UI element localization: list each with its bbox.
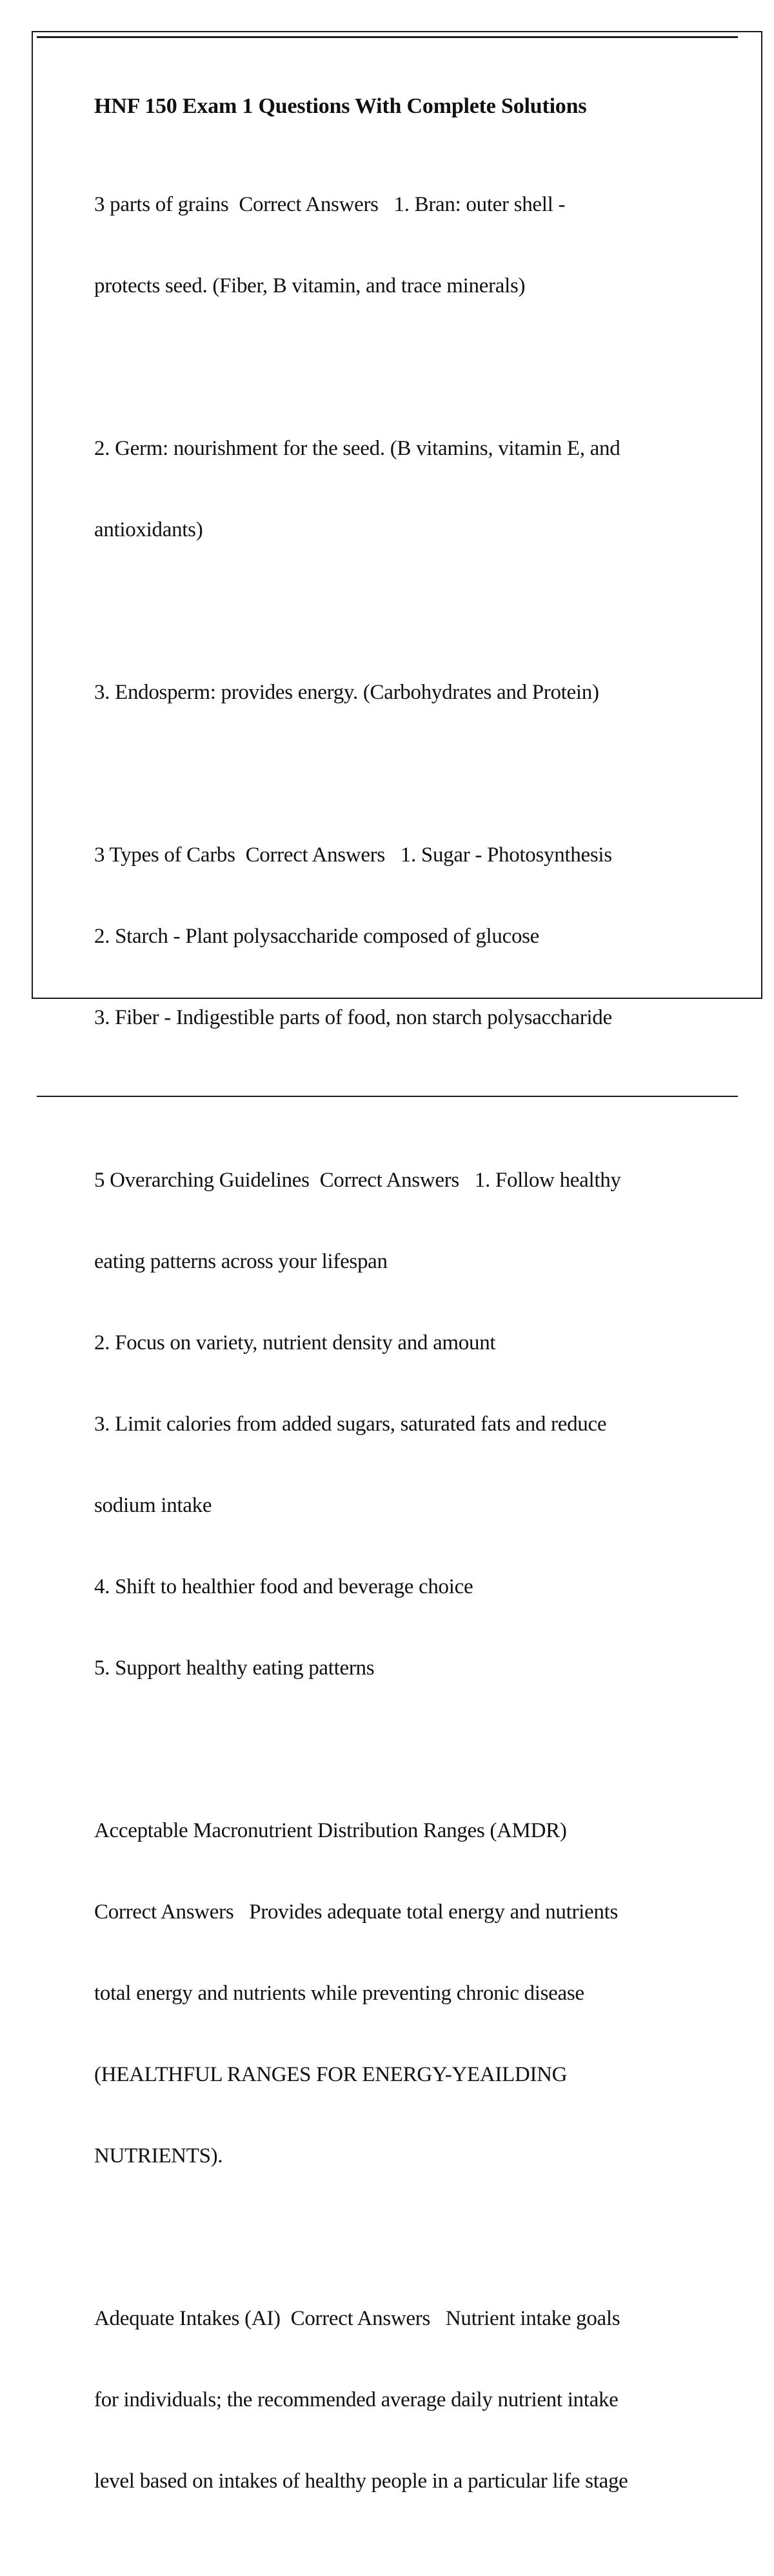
entry-line: 3 Types of Carbs Correct Answers 1. Sugar - Photosynthesis xyxy=(94,843,612,867)
qa-entry-grains-bran xyxy=(94,137,713,354)
entry-line: 5. Support healthy eating patterns xyxy=(94,1656,375,1680)
entry-line: NUTRIENTS). xyxy=(94,2144,223,2168)
qa-entry-carbs xyxy=(94,787,713,1085)
entry-line: 3 parts of grains Correct Answers 1. Bran: outer shell - xyxy=(94,193,566,216)
entry-line: 3. Endosperm: provides energy. (Carbohydrates and Protein) xyxy=(94,681,599,704)
document-body xyxy=(94,94,713,2576)
qa-entry-grains-germ xyxy=(94,381,713,598)
entry-line: Correct Answers Provides adequate total energy and nutrients xyxy=(94,1900,618,1924)
entry-line: antioxidants) xyxy=(94,518,203,541)
entry-line: level based on intakes of healthy people in a particular life stage xyxy=(94,2470,628,2493)
entry-line: 5 Overarching Guidelines Correct Answers 1. Follow healthy xyxy=(94,1169,621,1192)
entry-line: 2. Focus on variety, nutrient density and amount xyxy=(94,1331,496,1354)
entry-line: 4. Shift to healthier food and beverage choice xyxy=(94,1575,473,1598)
entry-line: sodium intake xyxy=(94,1494,212,1517)
qa-entry-grains-endosperm xyxy=(94,625,713,760)
entry-line: protects seed. (Fiber, B vitamin, and trace minerals) xyxy=(94,274,526,297)
entry-line: eating patterns across your lifespan xyxy=(94,1250,388,1273)
qa-entry-guidelines xyxy=(94,1112,713,1736)
document-title: HNF 150 Exam 1 Questions With Complete Solutions xyxy=(94,94,587,118)
entry-line: total energy and nutrients while preventing chronic disease xyxy=(94,1982,584,2005)
qa-entry-adequate-intakes xyxy=(94,2251,713,2549)
entry-line: Acceptable Macronutrient Distribution Ranges (AMDR) xyxy=(94,1819,567,1842)
qa-entry-amdr xyxy=(94,1763,713,2224)
next-page-rule xyxy=(37,1096,738,1097)
entry-line: 3. Limit calories from added sugars, saturated fats and reduce xyxy=(94,1413,607,1436)
entry-line: 2. Germ: nourishment for the seed. (B vitamins, vitamin E, and xyxy=(94,437,620,460)
entry-line: 2. Starch - Plant polysaccharide composed of glucose xyxy=(94,925,540,948)
entry-line: Adequate Intakes (AI) Correct Answers Nutrient intake goals xyxy=(94,2307,620,2330)
entry-line: for individuals; the recommended average daily nutrient intake xyxy=(94,2388,619,2411)
entry-line: (HEALTHFUL RANGES FOR ENERGY-YEAILDING xyxy=(94,2063,568,2086)
entry-line: 3. Fiber - Indigestible parts of food, non starch polysaccharide xyxy=(94,1006,612,1029)
